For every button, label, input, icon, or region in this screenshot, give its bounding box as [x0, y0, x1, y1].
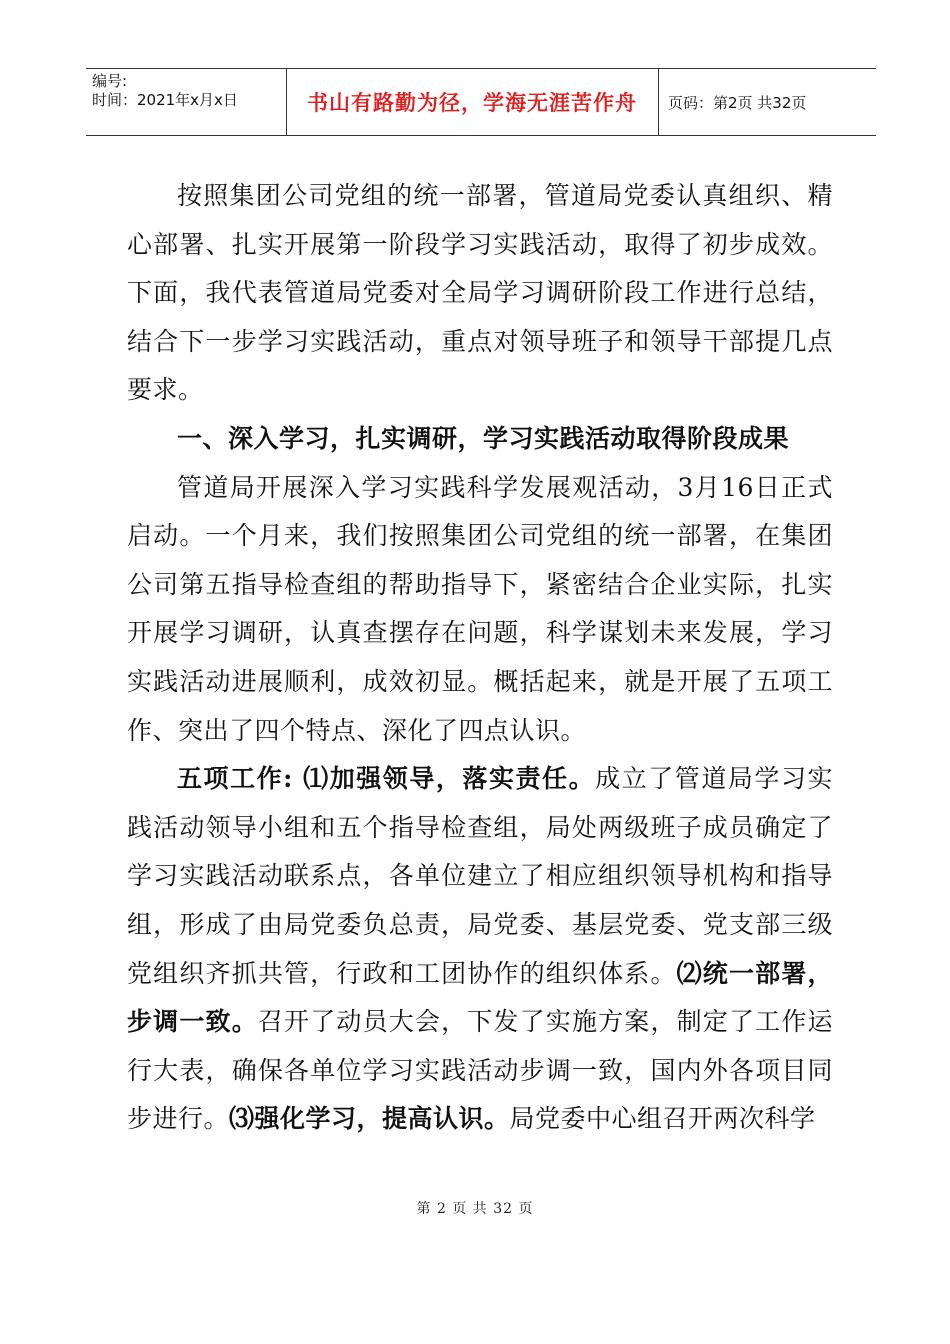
- section-heading: 一、深入学习，扎实调研，学习实践活动取得阶段成果: [177, 423, 790, 453]
- text-run: 召开了动员大会，下发了实施方案，制定了工作运行大表，确保各单位学习实践活动步调一致，国内外各项目同步进行。: [127, 1007, 833, 1134]
- text-run: 局党委中心组召开两次科学: [509, 1104, 816, 1134]
- paragraph: [127, 755, 833, 1144]
- text-run: 成立了管道局学习实践活动领导小组和五个指导检查组，局处两级班子成员确定了学习实践活动联系点，各单位建立了相应组织领导机构和指导组，形成了由局党委负总责，局党委、基层党委、党支部三级党组织齐抓共管，行政和工团协作的组织体系。: [127, 764, 833, 988]
- bold-lead: 五项工作: ⑴加强领导，落实责任。: [177, 764, 596, 794]
- paragraph: 按照集团公司党组的统一部署，管道局党委认真组织、精心部署、扎实开展第一阶段学习实践活动，取得了初步成效。下面，我代表管道局党委对全局学习调研阶段工作进行总结，结合下一步学习实践活动，重点对领导班子和领导干部提几点要求。: [127, 181, 833, 405]
- bold-lead: ⑶强化学习，提高认识。: [229, 1104, 510, 1134]
- header-left-cell: [92, 72, 238, 110]
- page-header: [86, 68, 876, 136]
- header-motto: 书山有路勤为径，学海无涯苦作舟: [307, 91, 637, 115]
- paragraph: 管道局开展深入学习实践科学发展观活动，3月16日正式启动。一个月来，我们按照集团公司党组的统一部署，在集团公司第五指导检查组的帮助指导下，紧密结合企业实际，扎实开展学习调研，认真查摆存在问题，科学谋划未来发展，学习实践活动进展顺利，成效初显。概括起来，就是开展了五项工作、突出了四个特点、深化了四点认识。: [127, 472, 833, 745]
- header-divider: [658, 69, 659, 135]
- document-body: [127, 172, 833, 1144]
- page-footer: 第 2 页 共 32 页: [416, 1201, 534, 1217]
- date-label: 时间：2021年x月x日: [92, 91, 238, 109]
- bold-lead: ⑵统一部署，步调一致。: [127, 958, 833, 1037]
- header-page-label: 页码：第2页 共32页: [668, 94, 807, 112]
- number-label: 编号:: [92, 72, 128, 90]
